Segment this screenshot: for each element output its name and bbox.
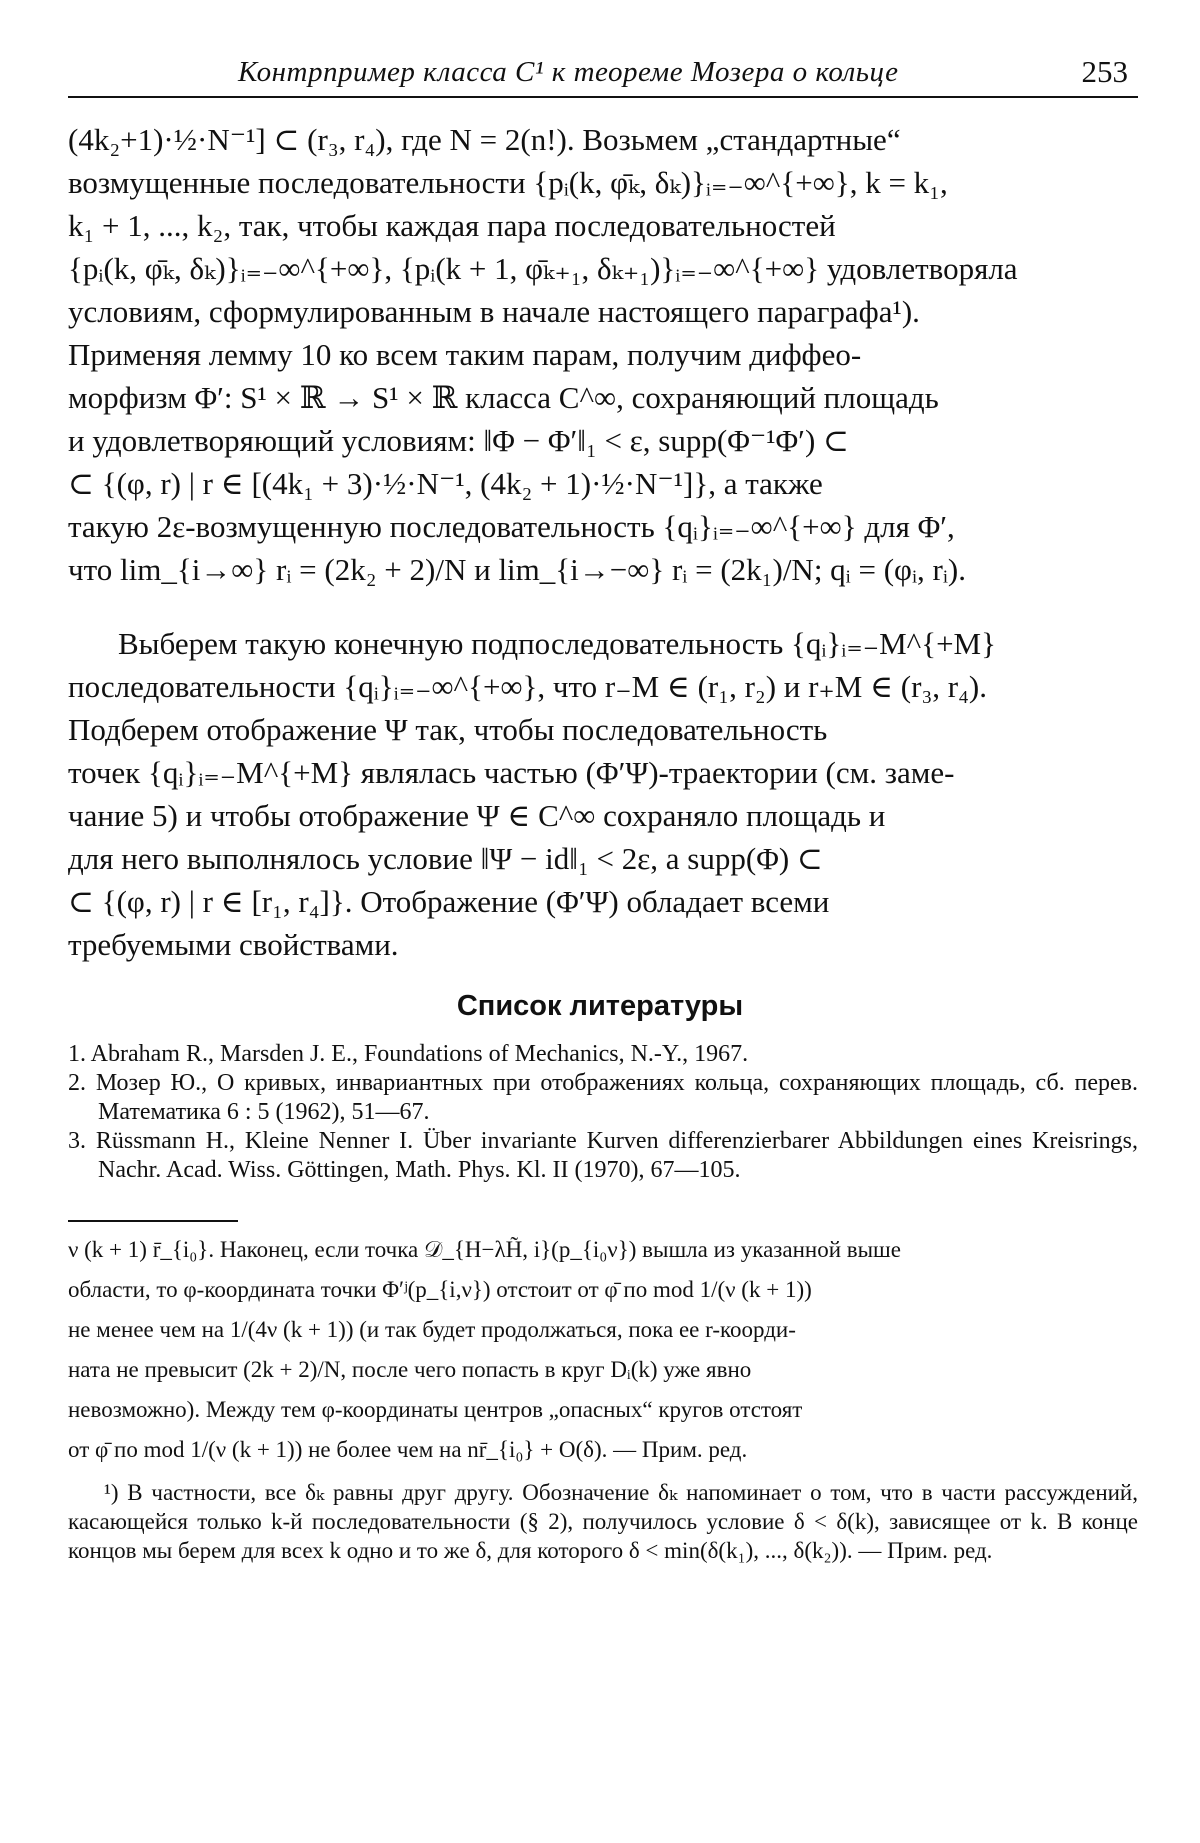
header-rule <box>68 96 1138 98</box>
footnotes <box>68 1230 1138 1565</box>
paragraph-1 <box>68 118 1138 591</box>
text-line: требуемыми свойствами. <box>68 927 399 962</box>
running-title: Контрпример класса C¹ к теореме Мозера о кольце <box>238 56 899 88</box>
text-line: последовательности {qᵢ}ᵢ₌₋∞^{+∞}, что r₋M ∈ (r₁, r₂) и r₊M ∈ (r₃, r₄). <box>68 669 987 704</box>
reference-item: 3. Rüssmann H., Kleine Nenner I. Über invariante Kurven differenzierbarer Abbildungen eines Kreisrings, Nachr. Acad. Wiss. Göttingen, Math. Phys. Kl. II (1970), 67—105. <box>68 1128 1138 1183</box>
footnote-line: ν (k + 1) r̄_{i₀}. Наконец, если точка 𝒟_{H−λH̃, i}(p_{i₀ν}) вышла из указанной выше <box>68 1237 901 1262</box>
page-header <box>68 52 1138 100</box>
text-line: Применяя лемму 10 ко всем таким парам, получим диффео- <box>68 337 862 372</box>
footnote-line: от φ̄ по mod 1/(ν (k + 1)) не более чем на nr̄_{i₀} + O(δ). — Прим. ред. <box>68 1437 748 1462</box>
page-number: 253 <box>1081 54 1128 89</box>
footnote-line: ната не превысит (2k + 2)/N, после чего попасть в круг Dᵢ(k) уже явно <box>68 1357 752 1382</box>
text-line: (4k₂+1)·½·N⁻¹] ⊂ (r₃, r₄), где N = 2(n!). Возьмем „стандартные“ <box>68 122 901 157</box>
reference-item: 1. Abraham R., Marsden J. E., Foundations of Mechanics, N.-Y., 1967. <box>68 1041 749 1067</box>
text-line: Выберем такую конечную подпоследовательность {qᵢ}ᵢ₌₋M^{+M} <box>118 626 997 661</box>
text-line: ⊂ {(φ, r) | r ∈ [(4k₁ + 3)·½·N⁻¹, (4k₂ + 1)·½·N⁻¹]}, а также <box>68 466 823 501</box>
text-line: {pᵢ(k, φ̄ₖ, δₖ)}ᵢ₌₋∞^{+∞}, {pᵢ(k + 1, φ̄ₖ₊₁, δₖ₊₁)}ᵢ₌₋∞^{+∞} удовлетворяла <box>68 251 1018 286</box>
footnote-line: области, то φ-координата точки Φ′ʲ(p_{i,ν}) отстоит от φ̄ по mod 1/(ν (k + 1)) <box>68 1277 812 1302</box>
text-line: условиям, сформулированным в начале настоящего параграфа¹). <box>68 294 920 329</box>
text-line: такую 2ε-возмущенную последовательность {qᵢ}ᵢ₌₋∞^{+∞} для Φ′, <box>68 509 955 544</box>
text-line: морфизм Φ′: S¹ × ℝ → S¹ × ℝ класса C^∞, сохраняющий площадь <box>68 380 939 415</box>
footnote-1: ¹) В частности, все δₖ равны друг другу. Обозначение δₖ напоминает о том, что в части рассуждений, касающейся только k-й последовательности (§ 2), получилось условие δ < δ(k), зависящее от k. В конце концов мы берем для всех k одно и то же δ, для которого δ < min(δ(k₁), ..., δ(k₂)). — Прим. ред. <box>68 1480 1138 1563</box>
text-line: точек {qᵢ}ᵢ₌₋M^{+M} являлась частью (Φ′Ψ)-траектории (см. заме- <box>68 755 955 790</box>
footnote-line: не менее чем на 1/(4ν (k + 1)) (и так будет продолжаться, пока ее r-коорди- <box>68 1317 796 1342</box>
text-line: возмущенные последовательности {pᵢ(k, φ̄ₖ, δₖ)}ᵢ₌₋∞^{+∞}, k = k₁, <box>68 165 948 200</box>
text-line: и удовлетворяющий условиям: ‖Φ − Φ′‖₁ < ε, supp(Φ⁻¹Φ′) ⊂ <box>68 423 849 458</box>
references-list <box>68 1040 1138 1185</box>
paragraph-2 <box>68 622 1138 966</box>
text-line: k₁ + 1, ..., k₂, так, чтобы каждая пара последовательностей <box>68 208 836 243</box>
text-line: что lim_{i→∞} rᵢ = (2k₂ + 2)/N и lim_{i→−∞} rᵢ = (2k₁)/N; qᵢ = (φᵢ, rᵢ). <box>68 552 966 587</box>
text-line: для него выполнялось условие ‖Ψ − id‖₁ < 2ε, а supp(Φ) ⊂ <box>68 841 823 876</box>
footnote-rule <box>68 1220 238 1222</box>
text-line: ⊂ {(φ, r) | r ∈ [r₁, r₄]}. Отображение (Φ′Ψ) обладает всеми <box>68 884 830 919</box>
reference-item: 2. Мозер Ю., О кривых, инвариантных при отображениях кольца, сохраняющих площадь, сб. перев. Математика 6 : 5 (1962), 51—67. <box>68 1070 1138 1125</box>
text-line: Подберем отображение Ψ так, чтобы последовательность <box>68 712 828 747</box>
references-heading: Список литературы <box>456 990 744 1022</box>
text-line: чание 5) и чтобы отображение Ψ ∈ C^∞ сохраняло площадь и <box>68 798 886 833</box>
footnote-line: невозможно). Между тем φ-координаты центров „опасных“ кругов отстоят <box>68 1397 803 1422</box>
